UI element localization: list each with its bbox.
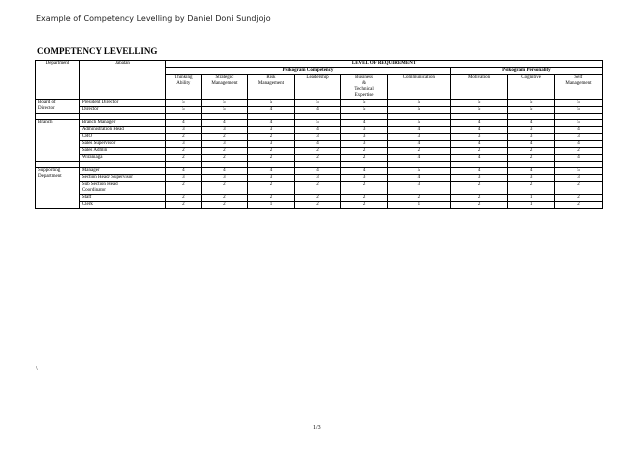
position-cell: Administration Head [79,127,165,134]
level-value: 1 [508,195,555,202]
position-header: Jabatan [79,61,165,100]
column-header: Self Management [554,75,602,100]
document-title: COMPETENCY LEVELLING [37,46,158,56]
level-value: 2 [450,148,508,155]
level-value: 4 [450,141,508,148]
table-row [36,175,603,182]
level-value: 3 [201,127,248,134]
page-number: 1/3 [313,425,321,431]
level-value: 4 [166,168,202,175]
position-cell: Sales Supervisor [79,141,165,148]
competency-table [35,60,603,209]
level-value: 4 [387,155,450,162]
table-row [36,148,603,155]
table-row [36,155,603,162]
level-value: 3 [166,127,202,134]
table-row [36,127,603,134]
column-header: Risk Management [248,75,295,100]
level-value: 5 [554,100,602,107]
table-row [36,168,603,175]
level-value: 1 [387,202,450,209]
level-value: 4 [294,107,341,114]
level-value: 4 [508,120,555,127]
level-value: 5 [387,107,450,114]
level-value: 3 [387,134,450,141]
level-value: 2 [201,182,248,195]
level-value: 2 [294,182,341,195]
level-value: 2 [166,148,202,155]
level-value: 2 [554,202,602,209]
position-cell: Sub Section Head Coordinator [79,182,165,195]
level-value: 2 [248,182,295,195]
level-value: 4 [166,120,202,127]
level-value: 3 [201,141,248,148]
level-value: 2 [201,202,248,209]
level-value: 2 [554,195,602,202]
level-value: 2 [341,182,388,195]
level-value: 5 [450,100,508,107]
level-value: 5 [508,100,555,107]
level-value: 4 [387,141,450,148]
table-row [36,141,603,148]
level-value: 4 [294,168,341,175]
level-value: 1 [248,202,295,209]
level-value: 3 [554,134,602,141]
table-row [36,134,603,141]
level-value: 2 [294,155,341,162]
level-value: 3 [508,134,555,141]
level-value: 2 [248,155,295,162]
department-cell: Board of Director [36,100,80,114]
level-value: 3 [294,134,341,141]
stray-mark: \ [36,366,38,372]
level-value: 3 [554,175,602,182]
level-value: 3 [166,175,202,182]
level-value: 2 [248,148,295,155]
level-value: 5 [554,107,602,114]
level-value: 5 [387,120,450,127]
level-value: 5 [554,168,602,175]
group-competency: Psikogram Competency [166,68,451,75]
level-value: 3 [341,141,388,148]
level-value: 2 [450,195,508,202]
table-row [36,120,603,127]
level-value: 2 [387,195,450,202]
level-value: 5 [201,100,248,107]
department-cell: Supporting Department [36,168,80,209]
level-value: 2 [341,195,388,202]
position-cell: Sales Admin [79,148,165,155]
level-value: 2 [554,148,602,155]
column-header: Strategic Management [201,75,248,100]
level-value: 4 [201,120,248,127]
level-value: 5 [294,100,341,107]
level-value: 3 [341,175,388,182]
level-value: 5 [248,100,295,107]
level-value: 2 [166,134,202,141]
level-value: 5 [387,100,450,107]
level-value: 4 [341,168,388,175]
level-value: 2 [554,182,602,195]
level-value: 4 [248,107,295,114]
position-cell: Manager [79,168,165,175]
level-value: 4 [450,127,508,134]
level-value: 2 [166,155,202,162]
level-value: 2 [248,134,295,141]
level-value: 4 [554,127,602,134]
group-personality: Psikogram Personality [450,68,602,75]
level-value: 3 [248,175,295,182]
level-value: 5 [294,120,341,127]
level-value: 4 [508,141,555,148]
position-cell: Staff [79,195,165,202]
level-value: 4 [341,120,388,127]
level-value: 5 [341,107,388,114]
level-value: 2 [294,148,341,155]
column-header: Cognitive [508,75,555,100]
level-value: 5 [554,120,602,127]
level-value: 3 [341,127,388,134]
level-value: 5 [450,107,508,114]
level-value: 3 [450,134,508,141]
level-value: 4 [201,168,248,175]
level-value: 2 [294,202,341,209]
level-value: 2 [166,202,202,209]
level-value: 2 [387,148,450,155]
position-cell: Section Head/ Supervisor [79,175,165,182]
level-value: 5 [166,100,202,107]
level-value: 3 [201,175,248,182]
level-value: 3 [508,175,555,182]
level-value: 2 [341,148,388,155]
column-header: Business & Technical Expertise [341,75,388,100]
level-value: 5 [166,107,202,114]
level-value: 4 [508,168,555,175]
level-value: 3 [166,141,202,148]
level-value: 4 [554,155,602,162]
department-header: Department [36,61,80,100]
level-value: 1 [508,202,555,209]
level-value: 2 [166,195,202,202]
level-value: 2 [248,195,295,202]
position-cell: Clerk [79,202,165,209]
position-cell: Wiraniaga [79,155,165,162]
level-value: 3 [341,134,388,141]
level-value: 2 [508,155,555,162]
department-cell: Branch [36,120,80,162]
level-value: 2 [341,155,388,162]
header-title: Example of Competency Levelling by Daniel Doni Sundjojo [36,14,271,23]
level-value: 2 [508,148,555,155]
level-value: 4 [387,127,450,134]
level-value: 2 [201,148,248,155]
level-value: 2 [201,155,248,162]
level-value: 5 [201,107,248,114]
position-cell: President Director [79,100,165,107]
level-value: 3 [248,141,295,148]
level-value: 3 [508,127,555,134]
position-cell: CRO [79,134,165,141]
level-value: 2 [508,182,555,195]
level-value: 4 [387,175,450,182]
level-value: 5 [341,100,388,107]
level-value: 2 [294,195,341,202]
table-row [36,195,603,202]
level-value: 3 [450,175,508,182]
level-value: 4 [294,141,341,148]
level-value: 2 [166,182,202,195]
level-value: 2 [201,195,248,202]
position-cell: Branch Manager [79,120,165,127]
level-value: 3 [387,182,450,195]
level-value: 4 [294,127,341,134]
level-value: 5 [387,168,450,175]
column-header: Communication [387,75,450,100]
table-row [36,107,603,114]
column-header: Leadership [294,75,341,100]
level-value: 3 [294,175,341,182]
level-value: 4 [554,141,602,148]
requirement-header: LEVEL OF REQUIREMENT [166,61,603,68]
level-value: 5 [508,107,555,114]
position-cell: Director [79,107,165,114]
level-value: 4 [248,168,295,175]
table-row [36,182,603,195]
level-value: 2 [450,182,508,195]
level-value: 2 [450,202,508,209]
column-header: Motivation [450,75,508,100]
level-value: 2 [201,134,248,141]
level-value: 4 [248,120,295,127]
table-row [36,100,603,107]
level-value: 4 [450,155,508,162]
column-header: Thinking Ability [166,75,202,100]
level-value: 4 [450,168,508,175]
level-value: 3 [248,127,295,134]
level-value: 4 [450,120,508,127]
table-row [36,202,603,209]
level-value: 2 [341,202,388,209]
